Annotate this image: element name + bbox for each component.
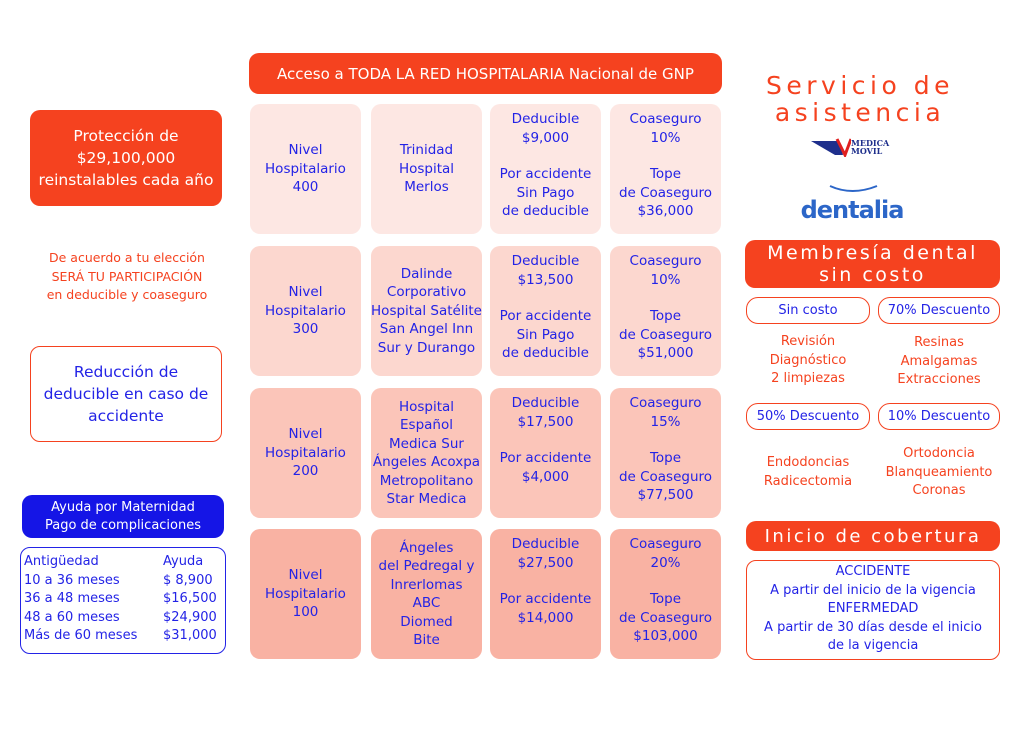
service-item: Amalgamas [900,353,978,369]
accident-line: $14,000 [517,609,574,626]
services-10 [878,445,1000,501]
accident-line: Por accidente [499,591,592,607]
deductible-card [490,529,601,659]
table-row [21,627,217,646]
level-line: Nivel [288,426,323,443]
service-item: 2 limpiezas [771,371,845,386]
level-line: Nivel [288,567,323,584]
cap-line: de Coaseguro [618,184,713,201]
service-item: Radicectomia [763,473,853,489]
accident-line: de deducible [502,345,589,361]
level-line: Hospitalario [265,585,346,602]
level-line: Nivel [288,142,323,159]
service-item: Blanqueamiento [885,464,993,480]
protection-line: $29,100,000 [76,149,176,167]
hospitals-line: Corporativo [386,284,467,301]
smile-icon [822,182,882,196]
accident-line: Sin Pago [516,326,575,343]
dentalia-logo [797,182,907,224]
hospitals-line: Diomed [400,613,453,630]
maternity-table [21,553,217,646]
hospitals-line: Trinidad [399,142,454,159]
hospitals-line: Star Medica [386,491,467,507]
pill-10 [878,403,1000,430]
coins-line: 15% [650,413,681,430]
table-cell: $31,000 [163,628,217,644]
service-item: Extracciones [897,372,981,387]
services-50 [746,454,870,491]
service-item: Resinas [914,335,964,350]
start-coverage-title: Inicio de cobertura [764,525,982,547]
hospitals-line: Español [400,417,453,433]
cap-line: $36,000 [637,203,694,219]
table-cell: $24,900 [163,609,217,625]
coins-line: Coaseguro [629,536,702,552]
level-line: 200 [292,463,319,480]
cap-line: Tope [649,308,682,324]
hospitals-line: Ángeles [399,539,454,556]
wings-icon [811,137,851,157]
hospitals-line: Hospital [398,160,455,177]
hospitals-line: Sur y Durango [377,339,476,356]
hospitals-line: Metropolitano [379,472,474,489]
table-cell: 36 a 48 meses [24,591,120,607]
coins-line: 10% [650,129,681,146]
hospitals-line: del Pedregal y [378,558,475,574]
table-header: Antigüedad [24,554,99,569]
hospitals-line: San Angel Inn [379,321,474,338]
start-coverage-bar [746,521,1000,551]
deductible-line: $13,500 [517,271,574,288]
pill-sin-costo [746,297,870,324]
table-row [21,590,217,609]
accident-line: $4,000 [521,468,570,485]
deductible-line: Deducible [511,111,580,127]
election-line: De acuerdo a tu elección [49,250,205,265]
reduction-box [30,346,222,442]
services-70 [878,334,1000,390]
deductible-card [490,246,601,376]
level-line: Hospitalario [265,444,346,461]
deductible-line: $9,000 [521,129,570,146]
hospitals-line: ABC [412,595,441,611]
table-cell: $16,500 [163,591,217,607]
start-line: ENFERMEDAD [827,601,919,616]
hospitals-line: Bite [413,632,440,648]
start-line: de la vigencia [827,638,919,653]
table-row [21,572,217,591]
hospitals-card [371,529,482,659]
accident-line: de deducible [502,203,589,219]
service-item: Coronas [912,483,966,498]
deductible-line: Deducible [511,395,580,411]
cap-line: $51,000 [637,345,694,361]
coins-line: Coaseguro [629,395,702,411]
level-card [250,388,361,518]
medica-movil-logo [811,136,907,158]
pill-label: 10% Descuento [887,409,991,424]
reduction-line: Reducción de [73,363,179,381]
pill-50 [746,403,870,430]
table-cell: $ 8,900 [163,572,213,588]
deductible-line: $27,500 [517,554,574,571]
table-cell: 48 a 60 meses [24,609,120,625]
protection-line: Protección de [73,127,179,145]
reduction-line: accidente [88,407,164,425]
coinsurance-card [610,104,721,234]
membership-line: Membresía dental [767,242,978,264]
cap-line: $77,500 [637,487,694,503]
table-cell: 10 a 36 meses [24,572,120,588]
pill-label: 70% Descuento [887,303,991,318]
assistance-title [745,72,975,126]
accident-line: Por accidente [499,308,592,324]
cap-line: Tope [649,166,682,182]
deductible-card [490,388,601,518]
hospitals-line: Hospital [398,398,455,415]
coins-line: 20% [650,554,681,571]
election-line: en deducible y coaseguro [46,287,208,302]
cap-line: Tope [649,450,682,466]
table-row [21,609,217,628]
election-text [22,249,232,305]
maternity-title-line: Ayuda por Maternidad [51,499,195,515]
start-line: A partir de 30 días desde el inicio [764,619,982,635]
hospitals-line: Dalinde [400,265,453,282]
services-sin-costo [746,333,870,389]
accident-line: Por accidente [499,450,592,466]
election-line: SERÁ TU PARTICIPACIÓN [51,268,203,284]
accident-line: Por accidente [499,166,592,182]
start-line: A partir del inicio de la vigencia [770,582,976,598]
maternity-table-box [20,547,226,654]
table-header: Ayuda [163,554,204,569]
coins-line: Coaseguro [629,111,702,127]
service-item: Revisión [780,334,836,349]
level-line: Hospitalario [265,302,346,319]
level-line: Hospitalario [265,160,346,177]
membership-line: sin costo [819,264,926,286]
coins-line: 10% [650,271,681,288]
level-line: 400 [292,179,319,196]
hospitals-card [371,388,482,518]
protection-line: reinstalables cada año [38,171,214,189]
network-header [249,53,722,94]
assistance-line: asistencia [774,98,946,127]
cap-line: Tope [649,591,682,607]
hospitals-line: Medica Sur [389,435,464,452]
reduction-line: deducible en caso de [43,385,209,403]
hospitals-line: Hospital Satélite [371,302,482,319]
start-line: ACCIDENTE [835,564,911,579]
network-header-text: Acceso a TODA LA RED HOSPITALARIA Nacional de GNP [277,64,694,83]
hospitals-line: Ángeles Acoxpa [372,454,481,470]
level-line: Nivel [288,284,323,301]
cap-line: $103,000 [633,628,698,644]
medica-movil-text: MEDICA MOVIL [851,138,890,156]
hospitals-card [371,104,482,234]
service-item: Ortodoncia [903,446,975,461]
level-card [250,246,361,376]
level-card [250,529,361,659]
pill-70 [878,297,1000,324]
dentalia-text: dentalia [800,196,904,224]
service-item: Endodoncias [766,455,850,470]
maternity-title-line: Pago de complicaciones [44,517,202,533]
assistance-line: Servicio de [766,71,954,100]
level-line: 100 [292,604,319,621]
accident-line: Sin Pago [516,184,575,201]
protection-box [30,110,222,206]
coinsurance-card [610,246,721,376]
deductible-line: Deducible [511,536,580,552]
table-cell: Más de 60 meses [24,628,138,644]
maternity-title [22,495,224,538]
level-line: 300 [292,321,319,338]
cap-line: de Coaseguro [618,326,713,343]
deductible-line: Deducible [511,253,580,269]
cap-line: de Coaseguro [618,468,713,485]
service-item: Diagnóstico [769,352,847,368]
coinsurance-card [610,388,721,518]
membership-bar [745,240,1000,288]
cap-line: de Coaseguro [618,609,713,626]
hospitals-line: Merlos [404,179,449,196]
start-coverage-box [746,560,1000,660]
coinsurance-card [610,529,721,659]
hospitals-line: Inrerlomas [390,576,463,593]
deductible-card [490,104,601,234]
deductible-line: $17,500 [517,413,574,430]
level-card [250,104,361,234]
coins-line: Coaseguro [629,253,702,269]
pill-label: 50% Descuento [756,409,860,424]
pill-label: Sin costo [778,303,838,318]
hospitals-card [371,246,482,376]
